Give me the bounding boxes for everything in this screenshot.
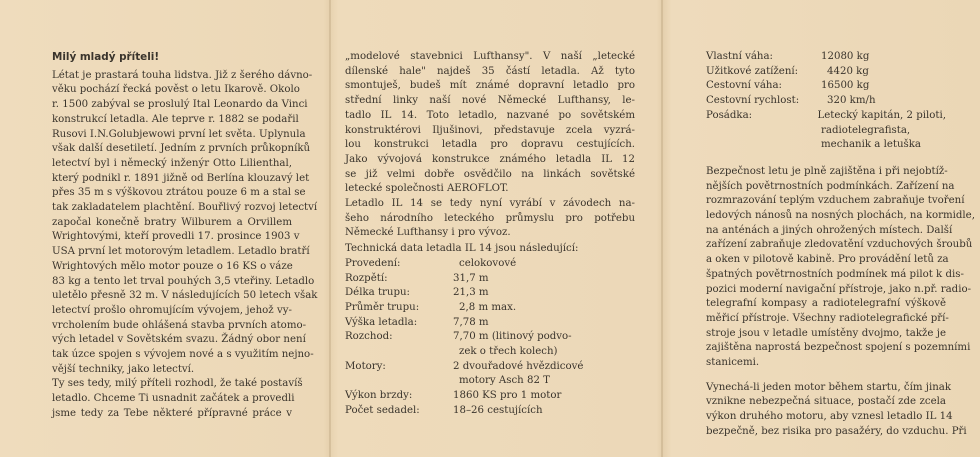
spec-label: Cestovní rychlost: (706, 95, 800, 107)
spec-value: radiotelegrafista, (821, 124, 911, 136)
intro-text (52, 69, 318, 422)
text-line: letectví byl i německý inženýr Otto Lilienthal, (52, 157, 292, 169)
text-line: stanicemi. (706, 357, 760, 369)
spec-row (345, 330, 635, 345)
spec-row (706, 109, 946, 124)
text-line: vější techniky, jako letectví. (52, 363, 195, 375)
spec-row (345, 286, 635, 301)
spec-label: Rozchod: (345, 331, 393, 343)
spec-row (345, 360, 635, 375)
spec-row (345, 316, 635, 331)
text-line: se již velmi dobře osvědčilo na linkách sovětské (345, 168, 635, 180)
spec-label: Délka trupu: (345, 287, 410, 299)
fold-line (661, 0, 663, 457)
spec-value: mechanik a letuška (821, 139, 921, 151)
spec-row (345, 389, 635, 404)
text-line: tak zakladatelem plachtění. Bouřlivý rozvoj letectví (52, 202, 318, 214)
spec-value: 1860 KS pro 1 motor (453, 390, 562, 402)
text-line: na anténách a jiných ohrožených místech. Další (706, 224, 953, 236)
text-line: tak úzce spojen s vývojem nové a s využitím nejno- (52, 349, 314, 361)
spec-row (706, 79, 946, 94)
weight-spec-table (706, 50, 946, 153)
safety-paragraph (706, 165, 975, 371)
text-line: Letadlo IL 14 se tedy nyní vyrábí v závodech na- (345, 198, 635, 210)
spec-label: Posádka: (706, 109, 753, 121)
text-line: smontuješ, budeš mít známé dopravní letadlo pro (345, 80, 635, 92)
text-line: konstruktérovi Iljušinovi, představuje zcela vyzrá- (345, 124, 635, 136)
text-line: špatných povětrnostních podmínek má pilot k dis- (706, 268, 964, 280)
spec-row (706, 138, 946, 153)
spec-row (345, 345, 635, 360)
text-line: „modelové stavebnici Lufthansy". V naší „letecké (345, 51, 635, 62)
spec-row (345, 257, 635, 272)
text-line: vznikne nebezpečná situace, postačí zde zcela (706, 396, 946, 408)
text-line: Vynechá-li jeden motor během startu, čím jinak (706, 381, 952, 393)
text-line: přes 35 m s výškovou ztrátou pouze 6 m a stal se (52, 187, 306, 199)
spec-label: Motory: (345, 360, 386, 372)
text-line: však další desetiletí. Jedním z prvních průkopníků (52, 143, 311, 155)
spec-value: 31,7 m (453, 272, 489, 284)
panel-left (52, 50, 318, 422)
spec-value: celokovové (459, 257, 517, 269)
spec-label: Počet sedadel: (345, 404, 420, 416)
spec-label (706, 124, 821, 139)
text-line: Bezpečnost letu je plně zajištěna i při nejobtíž- (706, 165, 948, 177)
spec-row (345, 272, 635, 287)
spec-label: Výška letadla: (345, 316, 418, 328)
text-line: letecké společnosti AEROFLOT. (345, 183, 509, 195)
text-line: zajištěna naprostá bezpečnost spojení s pozemními (706, 342, 971, 354)
spec-value: Letecký kapitán, 2 piloti, (817, 109, 946, 121)
spec-value: 2,8 m max. (459, 301, 517, 313)
spec-value: 7,78 m (453, 316, 489, 328)
text-line: rozmrazování teplým vzduchem zabraňuje tvoření (706, 195, 965, 207)
spec-row (706, 94, 946, 109)
spec-row (706, 50, 946, 65)
text-line: a oken v pilotově kabině. Pro provádění letů za (706, 254, 949, 266)
spec-value: 2 dvouřadové hvězdicové (453, 360, 584, 372)
text-line: věku pochází řecká pověst o letu Ikarově. Okolo (52, 84, 300, 96)
spec-row (706, 124, 946, 139)
text-line: který podnikl r. 1891 jižně od Berlína klouzavý let (52, 172, 310, 184)
text-line: letectví prošlo ohromujícím vývojem, jehož vy- (52, 304, 292, 316)
text-line: nějších povětrnostních podmínkách. Zařízení na (706, 180, 955, 192)
spec-label: Výkon brzdy: (345, 390, 413, 402)
text-line: lou konstrukci letadla pro dopravu cestujících. (345, 139, 635, 151)
text-line: ledových nánosů na nosných plochách, na kormidle, (706, 210, 975, 222)
text-line: Ty ses tedy, milý příteli rozhodl, že také postavíš (52, 378, 303, 390)
spec-label: Užitkové zatížení: (706, 65, 799, 77)
text-line: Wrightovými, kteří provedli 17. prosince 1903 v (52, 231, 300, 243)
text-line: Wrightových mělo motor pouze o 16 KS o váze (52, 260, 293, 272)
text-line: vých letadel v Sovětském svazu. Žádný obor není (52, 334, 306, 346)
spec-value: 21,3 m (453, 287, 489, 299)
engine-failure-paragraph (706, 381, 967, 440)
panel-right (706, 50, 975, 440)
tech-spec-table (345, 257, 635, 419)
text-line: Jako vývojová konstrukce známého letadla IL 12 (345, 153, 635, 165)
greeting-heading: Milý mladý příteli! (52, 51, 160, 63)
text-line: započal konečně bratry Wilburem a Orvillem (52, 216, 292, 228)
text-line: pozici moderní navigační přístroje, jako n.př. radio- (706, 283, 972, 295)
text-line: stroje jsou v letadle umístěny dvojmo, takže je (706, 327, 946, 339)
spec-label: Vlastní váha: (706, 51, 773, 62)
text-line: vrcholením bude ohlášená stavba prvních atomo- (52, 319, 307, 331)
spec-label: Provedení: (345, 257, 401, 269)
text-line: konstrukcí letadla. Ale teprve r. 1882 se podařil (52, 113, 299, 125)
text-line: výkon druhého motoru, aby vznesl letadlo IL 14 (706, 411, 953, 423)
spec-row (706, 65, 946, 80)
spec-value: 4420 kg (827, 65, 869, 77)
text-line: měřicí přístroje. Všechny radiotelegrafické pří- (706, 312, 949, 324)
tech-data-title: Technická data letadla IL 14 jsou následující: (345, 243, 579, 255)
text-line: bezpečně, bez risika pro pasažéry, do vzduchu. Při (706, 425, 967, 437)
fold-line (329, 0, 331, 457)
spec-label: Cestovní váha: (706, 80, 782, 92)
spec-value: 16500 kg (821, 80, 870, 92)
spec-row (345, 301, 635, 316)
text-line: USA první let motorovým letadlem. Letadlo bratří (52, 246, 310, 258)
text-line: dílenské hale" najdeš 35 částí letadla. Až tyto (345, 65, 635, 77)
spec-row (345, 404, 635, 419)
spec-row (345, 374, 635, 389)
spec-label: Rozpětí: (345, 272, 388, 284)
text-line: střední linky naší nové Německé Lufthansy, le- (345, 95, 635, 107)
text-line: Německé Lufthansy i pro vývoz. (345, 227, 511, 239)
text-line: letadlo. Chceme Ti usnadnit začátek a provedli (52, 393, 295, 405)
text-line: jsme tedy za Tebe některé přípravné práce v (52, 407, 292, 419)
text-line: Rusovi I.N.Golubjewowi první let světa. Uplynula (52, 128, 306, 140)
spec-label (706, 138, 821, 153)
panel-middle (345, 50, 635, 419)
spec-value: 12080 kg (821, 51, 870, 62)
text-line: tadlo IL 14. Toto letadlo, nazvané po sovětském (345, 109, 635, 121)
spec-label (345, 374, 453, 389)
text-line: telegrafní kompasy a radiotelegrafní výškově (706, 298, 946, 310)
text-line: zařízení zabraňuje zledovatění vzduchových šroubů (706, 239, 973, 251)
spec-value: 18–26 cestujících (453, 404, 543, 416)
spec-label: Průměr trupu: (345, 301, 420, 313)
spec-label (345, 345, 453, 360)
text-line: šeho národního leteckého průmyslu pro potřebu (345, 212, 635, 224)
text-line: 83 kg a tento let trval pouhých 3,5 vteřiny. Letadlo (52, 275, 315, 287)
spec-value: zek o třech kolech) (459, 346, 558, 358)
spec-value: 7,70 m (litinový podvo- (453, 331, 572, 343)
model-description (345, 50, 635, 241)
spec-value: motory Asch 82 T (459, 375, 550, 387)
text-line: uletělo přesně 32 m. V následujících 50 letech však (52, 290, 318, 302)
text-line: r. 1500 zabýval se proslulý Ital Leonardo da Vinci (52, 99, 308, 111)
text-line: Létat je prastará touha lidstva. Již z šerého dávno- (52, 69, 313, 81)
spec-value: 320 km/h (827, 95, 876, 107)
